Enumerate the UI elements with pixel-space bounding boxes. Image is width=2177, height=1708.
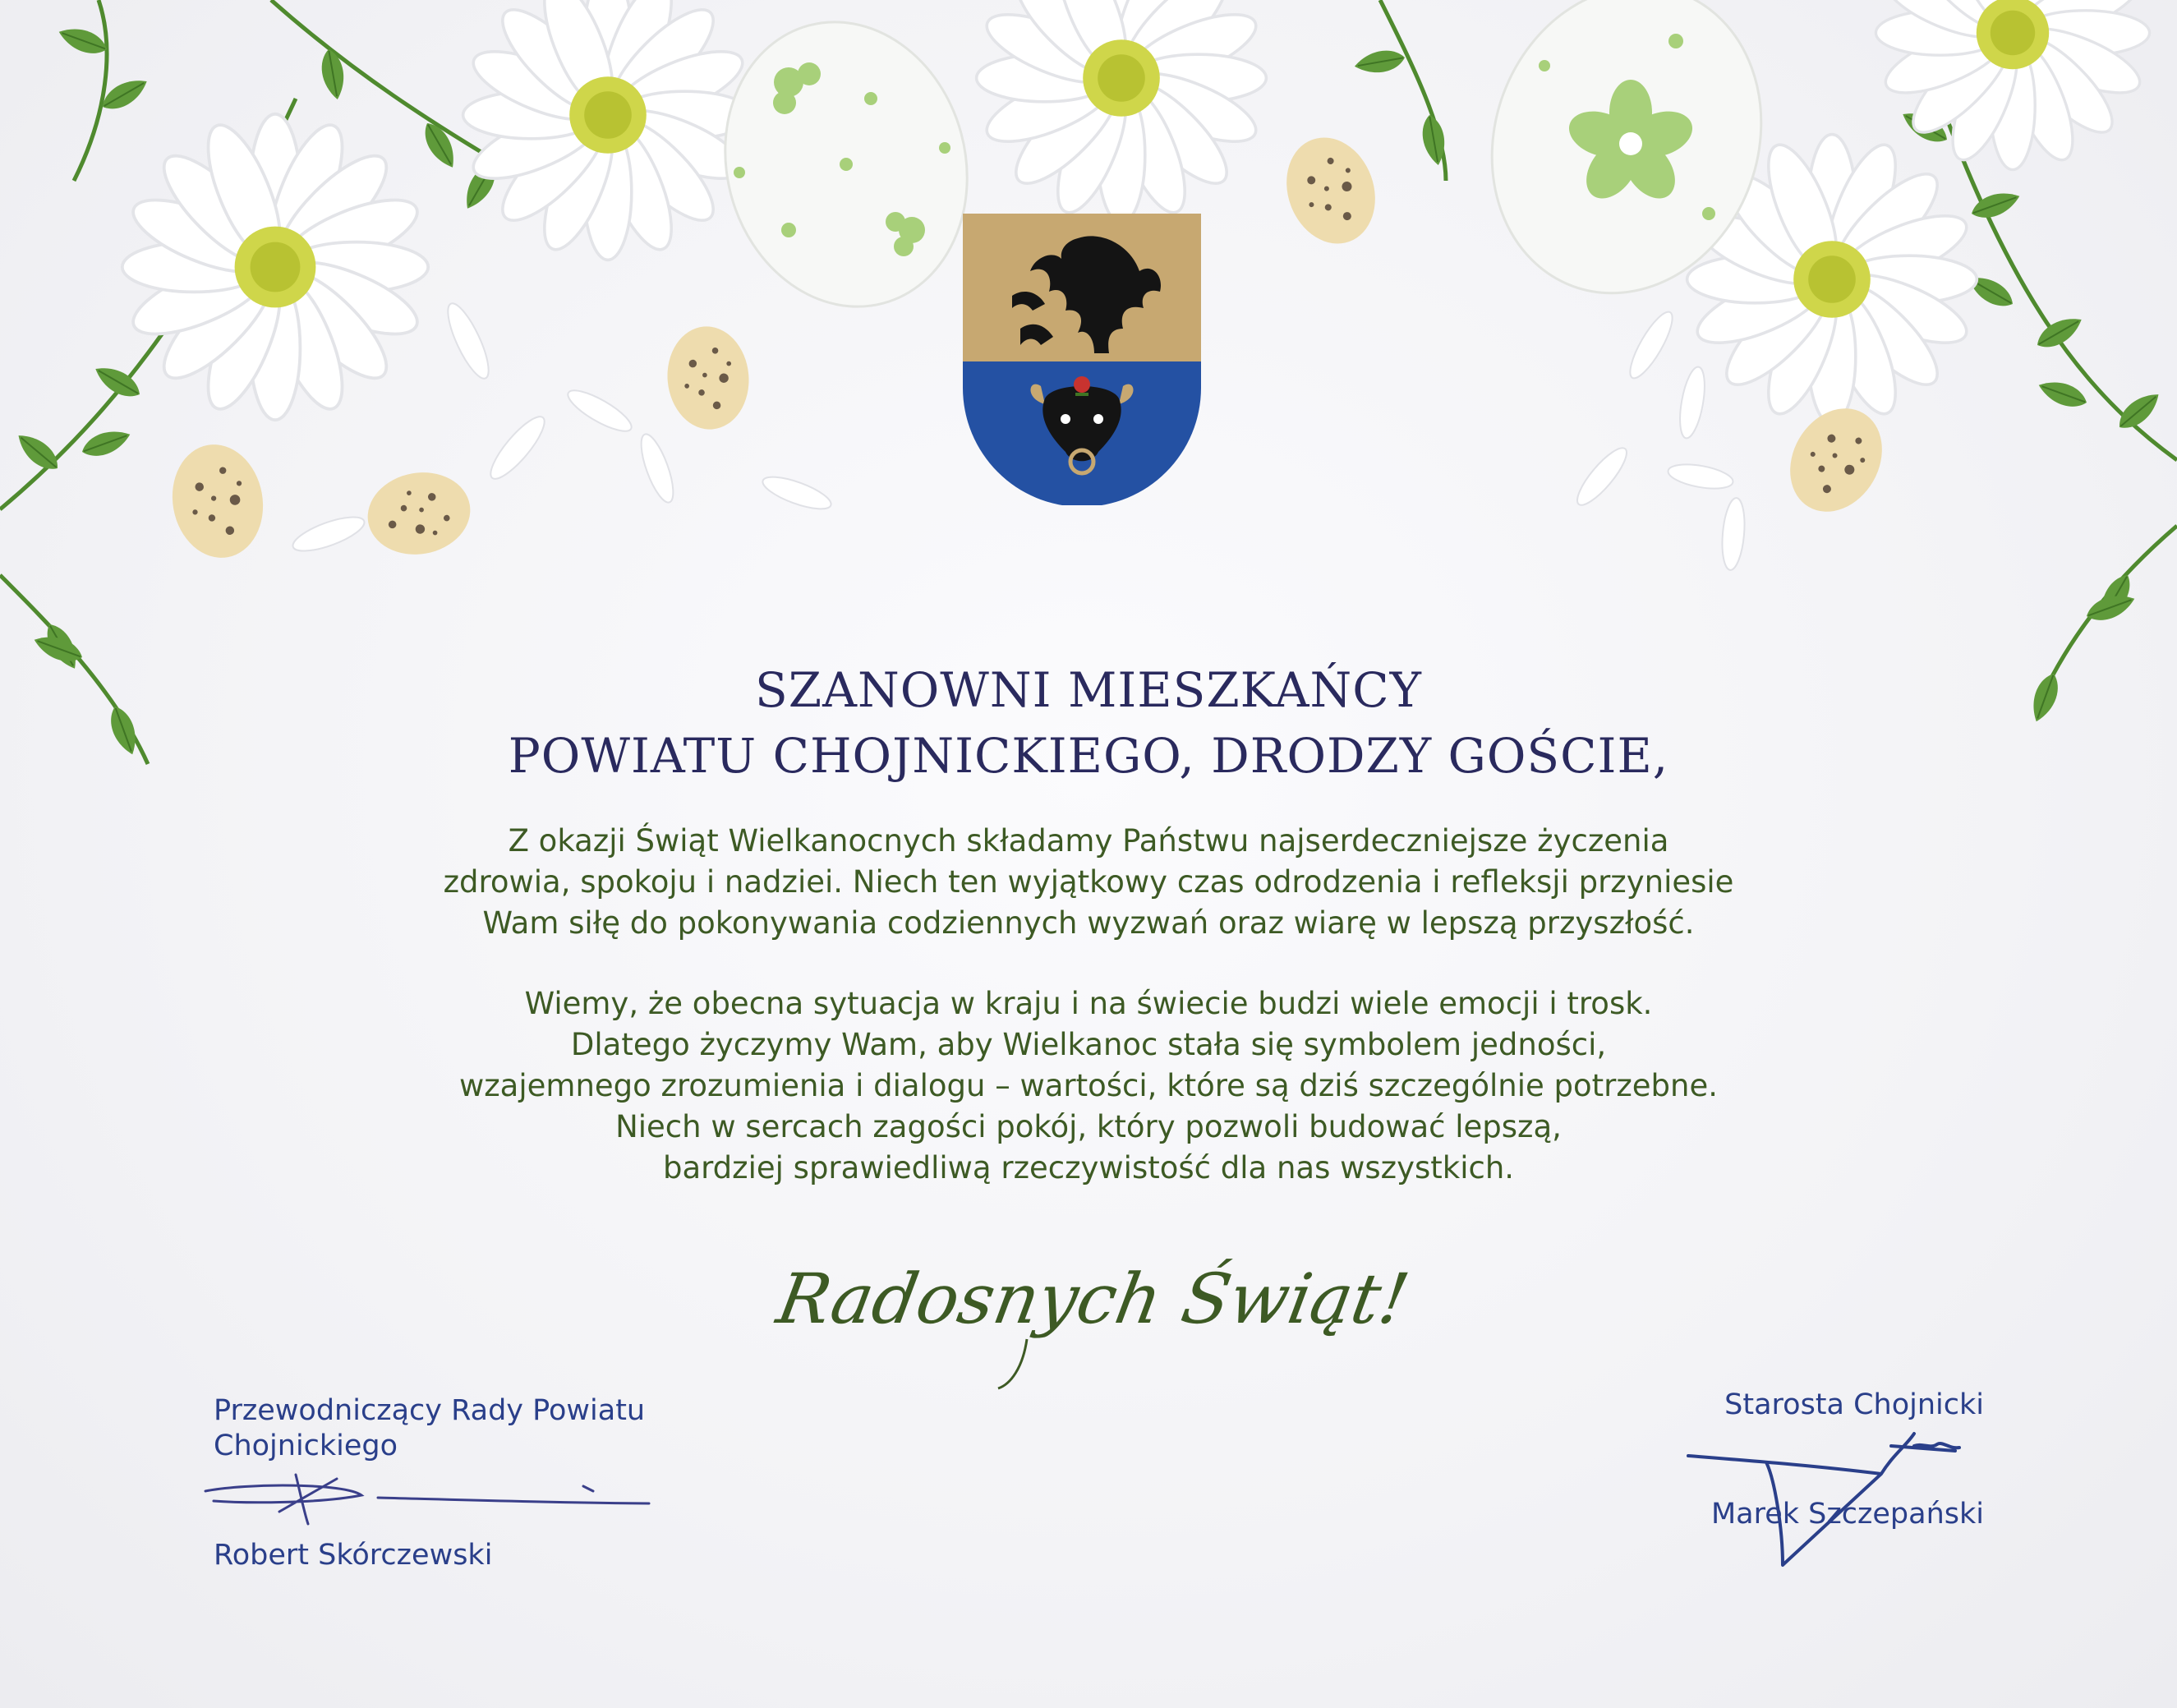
paragraph-line: Niech w sercach zagości pokój, który pozwoli budować lepszą, (615, 1109, 1562, 1144)
starost-name: Marek Szczepański (1710, 1498, 1984, 1531)
chairman-title (214, 1393, 645, 1464)
paragraph-line: bardziej sprawiedliwą rzeczywistość dla nas wszystkich. (662, 1150, 1515, 1185)
paragraph-line: zdrowia, spokoju i nadziei. Niech ten wyjątkowy czas odrodzenia i refleksji przyniesie (443, 864, 1734, 900)
powiat-coat-of-arms-icon (963, 214, 1201, 505)
script-greeting (739, 1232, 1438, 1397)
easter-egg-icon (694, 0, 999, 334)
greeting-text: Radosnych Świąt! (771, 1258, 1415, 1339)
paragraph-line: Dlatego życzymy Wam, aby Wielkanoc stała się symbolem jedności, (570, 1027, 1607, 1062)
chairman-title-line: Chojnickiego (214, 1429, 398, 1462)
wishes-paragraph-1 (0, 821, 2177, 944)
heading-line-2: POWIATU CHOJNICKIEGO, DRODZY GOŚCIE, (508, 728, 1669, 784)
paragraph-line: Wiemy, że obecna sytuacja w kraju i na świecie budzi wiele emocji i trosk. (524, 986, 1653, 1021)
heading-line-1: SZANOWNI MIESZKAŃCY (755, 662, 1422, 718)
starost-handwritten-signature (1676, 1413, 1988, 1577)
greeting-heading (0, 657, 2177, 789)
chairman-name: Robert Skórczewski (214, 1539, 493, 1572)
paragraph-line: Wam siłę do pokonywania codziennych wyzwań oraz wiarę w lepszą przyszłość. (482, 905, 1695, 941)
paragraph-line: Z okazji Świąt Wielkanocnych składamy Państwu najserdeczniejsze życzenia (508, 823, 1669, 859)
paragraph-line: wzajemnego zrozumienia i dialogu – wartości, które są dziś szczególnie potrzebne. (459, 1068, 1718, 1103)
starost-title: Starosta Chojnicki (1724, 1388, 1984, 1421)
chairman-handwritten-signature (197, 1466, 657, 1532)
wishes-paragraph-2 (0, 983, 2177, 1189)
chairman-title-line: Przewodniczący Rady Powiatu (214, 1394, 646, 1427)
